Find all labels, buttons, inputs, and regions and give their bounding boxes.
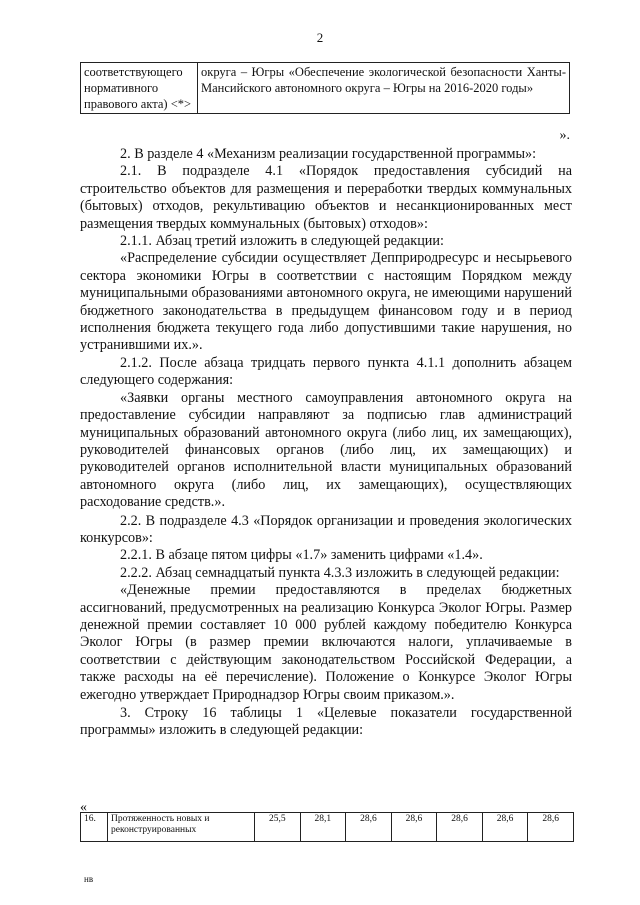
continued-table <box>80 62 570 114</box>
paragraph-section-2: 2. В разделе 4 «Механизм реализации государственной программы»: <box>120 146 537 162</box>
table-row <box>81 63 570 114</box>
indicator-value: 28,6 <box>528 813 574 842</box>
indicator-value: 28,6 <box>346 813 392 842</box>
footer-mark: нв <box>84 874 94 884</box>
indicators-table <box>80 812 574 842</box>
paragraph-2-2: 2.2. В подразделе 4.3 «Порядок организации и проведения экологических конкурсов»: <box>80 512 572 546</box>
table-cell-program: округа – Югры «Обеспечение экологической безопасности Ханты-Мансийского автономного округа – Югры на 2016-2020 годы» <box>198 63 570 114</box>
paragraph-2-2-2: 2.2.2. Абзац семнадцатый пункта 4.3.3 изложить в следующей редакции: <box>120 564 560 581</box>
paragraph-2-1: 2.1. В подразделе 4.1 «Порядок предоставления субсидий на строительство объектов для размещения и переработки твердых коммунальных (бытовых) отходов, рекультивацию объектов и несанкционированных мест размещения твердых коммунальных (бытовых) отходов»: <box>80 163 572 232</box>
paragraph-quote-applications: «Заявки органы местного самоуправления автономного округа на предоставление субсидии направляют за подписью глав администраций муниципальных образований автономного округа (либо лиц, их замещающих), руководителей финансовых органов (либо лиц, их замещающих) и руководителей органов исполнительной власти муниципальных образований автономного округа (либо лиц, их замещающих), осуществляющих расходование средств.». <box>80 389 572 511</box>
indicator-value: 28,6 <box>391 813 437 842</box>
paragraph-2-1-1: 2.1.1. Абзац третий изложить в следующей редакции: <box>120 233 444 250</box>
closing-quote: ». <box>559 128 570 143</box>
paragraph-2-1-2: 2.1.2. После абзаца тридцать первого пункта 4.1.1 дополнить абзацем следующего содержания: <box>80 354 572 389</box>
table-cell-reference: соответствующего нормативного правового акта) <*> <box>81 63 198 114</box>
opening-quote: « <box>80 800 87 815</box>
indicator-name: Протяженность новых и реконструированных <box>108 813 255 842</box>
indicator-value: 28,1 <box>300 813 346 842</box>
indicator-value: 25,5 <box>255 813 301 842</box>
paragraph-quote-prizes: «Денежные премии предоставляются в пределах бюджетных ассигнований, предусмотренных на реализацию Конкурса Эколог Югры. Размер денежной премии составляет 10 000 рублей каждому победителю Конкурса Эколог Югры (в размер премии включаются налоги, уплачиваемые в соответствии с действующим законодательством Российской Федерации, а также расходы на её перечисление). Положение о Конкурсе Эколог Югры ежегодно утверждает Природнадзор Югры своим приказом.». <box>80 582 572 703</box>
paragraph-quote-distribution: «Распределение субсидии осуществляет Депприродресурс и несырьевого сектора экономики Югры в соответствии с настоящим Порядком между муниципальными образованиями автономного округа, не имеющими нарушений бюджетного законодательства в предыдущем финансовом году и в период исполнения бюджета текущего года либо допустившими такие нарушения, но устранившими их.». <box>80 250 572 354</box>
document-body <box>80 146 572 740</box>
row-number: 16. <box>81 813 108 842</box>
paragraph-2-2-1: 2.2.1. В абзаце пятом цифры «1.7» заменить цифрами «1.4». <box>120 547 483 564</box>
paragraph-section-3: 3. Строку 16 таблицы 1 «Целевые показатели государственной программы» изложить в следующей редакции: <box>80 705 572 739</box>
page-number: 2 <box>316 30 324 45</box>
indicator-value: 28,6 <box>482 813 528 842</box>
table-row <box>81 813 574 842</box>
indicator-value: 28,6 <box>437 813 483 842</box>
